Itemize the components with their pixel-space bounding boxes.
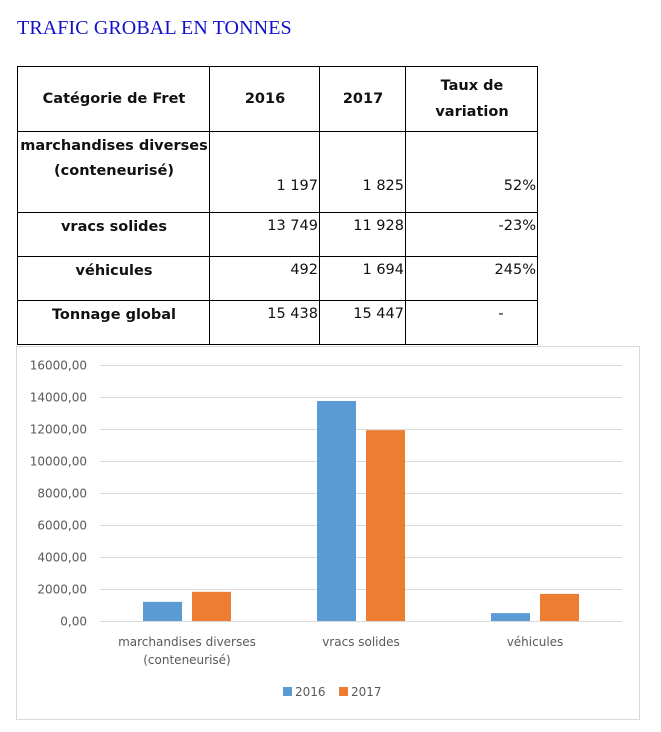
y-tick-label: 6000,00 [37,518,87,533]
bar-2016 [143,602,182,621]
legend-label: 2017 [351,685,382,699]
row-value-2017: 1 694 [320,257,406,301]
header-2016: 2016 [210,67,320,132]
legend-label: 2016 [295,685,326,699]
row-category-line-2: (conteneurisé) [54,163,174,179]
y-tick-label: 12000,00 [29,422,87,437]
row-category: vracs solides [18,213,210,257]
row-value-2016: 15 438 [210,301,320,345]
y-tick-label: 10000,00 [29,454,87,469]
row-rate: - [406,301,538,345]
y-tick-label: 2000,00 [37,582,87,597]
header-category: Catégorie de Fret [18,67,210,132]
row-value-2017: 15 447 [320,301,406,345]
x-category-label: vracs solides [322,635,400,649]
row-rate: 245% [406,257,538,301]
bar-2016 [491,613,530,621]
row-value-2016: 1 197 [210,132,320,213]
row-rate: 52% [406,132,538,213]
bar-2016 [317,401,356,621]
row-category: Tonnage global [18,301,210,345]
row-value-2017: 11 928 [320,213,406,257]
bar-2017 [540,594,579,621]
row-rate: -23% [406,213,538,257]
y-tick-label: 16000,00 [29,358,87,373]
bar-2017 [192,592,231,621]
row-value-2016: 492 [210,257,320,301]
bar-2017 [366,430,405,621]
legend-swatch-2016 [283,687,292,696]
y-tick-label: 8000,00 [37,486,87,501]
y-tick-label: 4000,00 [37,550,87,565]
header-rate-line-2: variation [435,104,509,120]
legend-swatch-2017 [339,687,348,696]
y-tick-label: 0,00 [60,614,87,629]
x-category-label: (conteneurisé) [143,653,231,667]
row-value-2017: 1 825 [320,132,406,213]
header-rate-line-1: Taux de [440,78,504,94]
x-category-label: marchandises diverses [118,635,256,649]
x-category-label: véhicules [506,635,564,649]
page-title: TRAFIC GROBAL EN TONNES [17,17,292,39]
row-category: véhicules [18,257,210,301]
header-2017: 2017 [320,67,406,132]
y-tick-label: 14000,00 [29,390,87,405]
row-category-line-1: marchandises diverses [20,138,208,154]
row-value-2016: 13 749 [210,213,320,257]
